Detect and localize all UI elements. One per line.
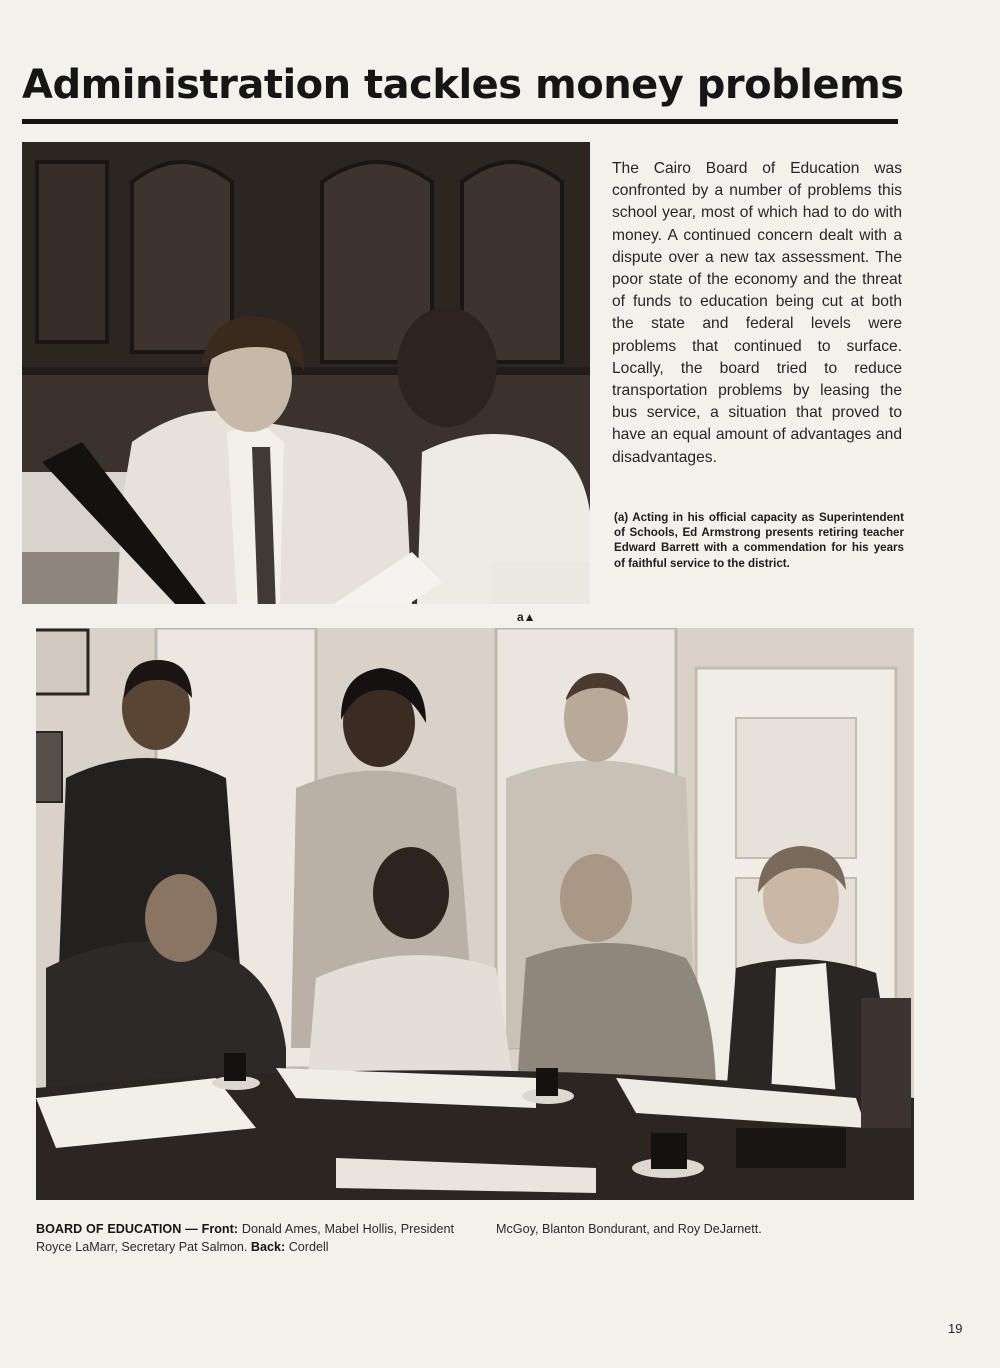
photo-board-of-education: [36, 628, 914, 1200]
story-paragraph: The Cairo Board of Education was confronted by a number of problems this school year, most of which had to do with money. A continued concern dealt with a dispute over a new tax assessment. The poor state of the economy and the threat of funds to education being cut at both the state and federal levels were problems that continued to surface. Locally, the board tried to reduce transportation problems by leasing the bus service, a situation that proved to have an equal amount of advantages and disadvantages.: [612, 160, 902, 466]
commendation-caption: [614, 510, 904, 571]
commendation-caption-text: (a) Acting in his official capacity as Superintendent of Schools, Ed Armstrong presents retiring teacher Edward Barrett with a commendation for his years of faithful service to the district.: [614, 511, 904, 570]
page-number: 19: [948, 1321, 963, 1336]
board-caption-column-1: [36, 1220, 454, 1256]
photo-a-marker: a▲: [517, 610, 536, 624]
board-caption-heading: BOARD OF EDUCATION —: [36, 1222, 198, 1236]
board-caption-column-2: [496, 1220, 916, 1238]
back-names-part1: Cordell: [288, 1240, 329, 1254]
back-names-part2: McGoy, Blanton Bondurant, and Roy DeJarnett.: [496, 1222, 762, 1236]
title-rule: [22, 119, 898, 124]
photo-commendation: [22, 142, 590, 604]
page-title: Administration tackles money problems: [22, 62, 904, 108]
front-names: Donald Ames, Mabel Hollis, President Royce LaMarr, Secretary Pat Salmon.: [36, 1222, 454, 1254]
story-body: [612, 158, 902, 469]
front-label: Front:: [201, 1222, 238, 1236]
back-label: Back:: [250, 1240, 286, 1254]
